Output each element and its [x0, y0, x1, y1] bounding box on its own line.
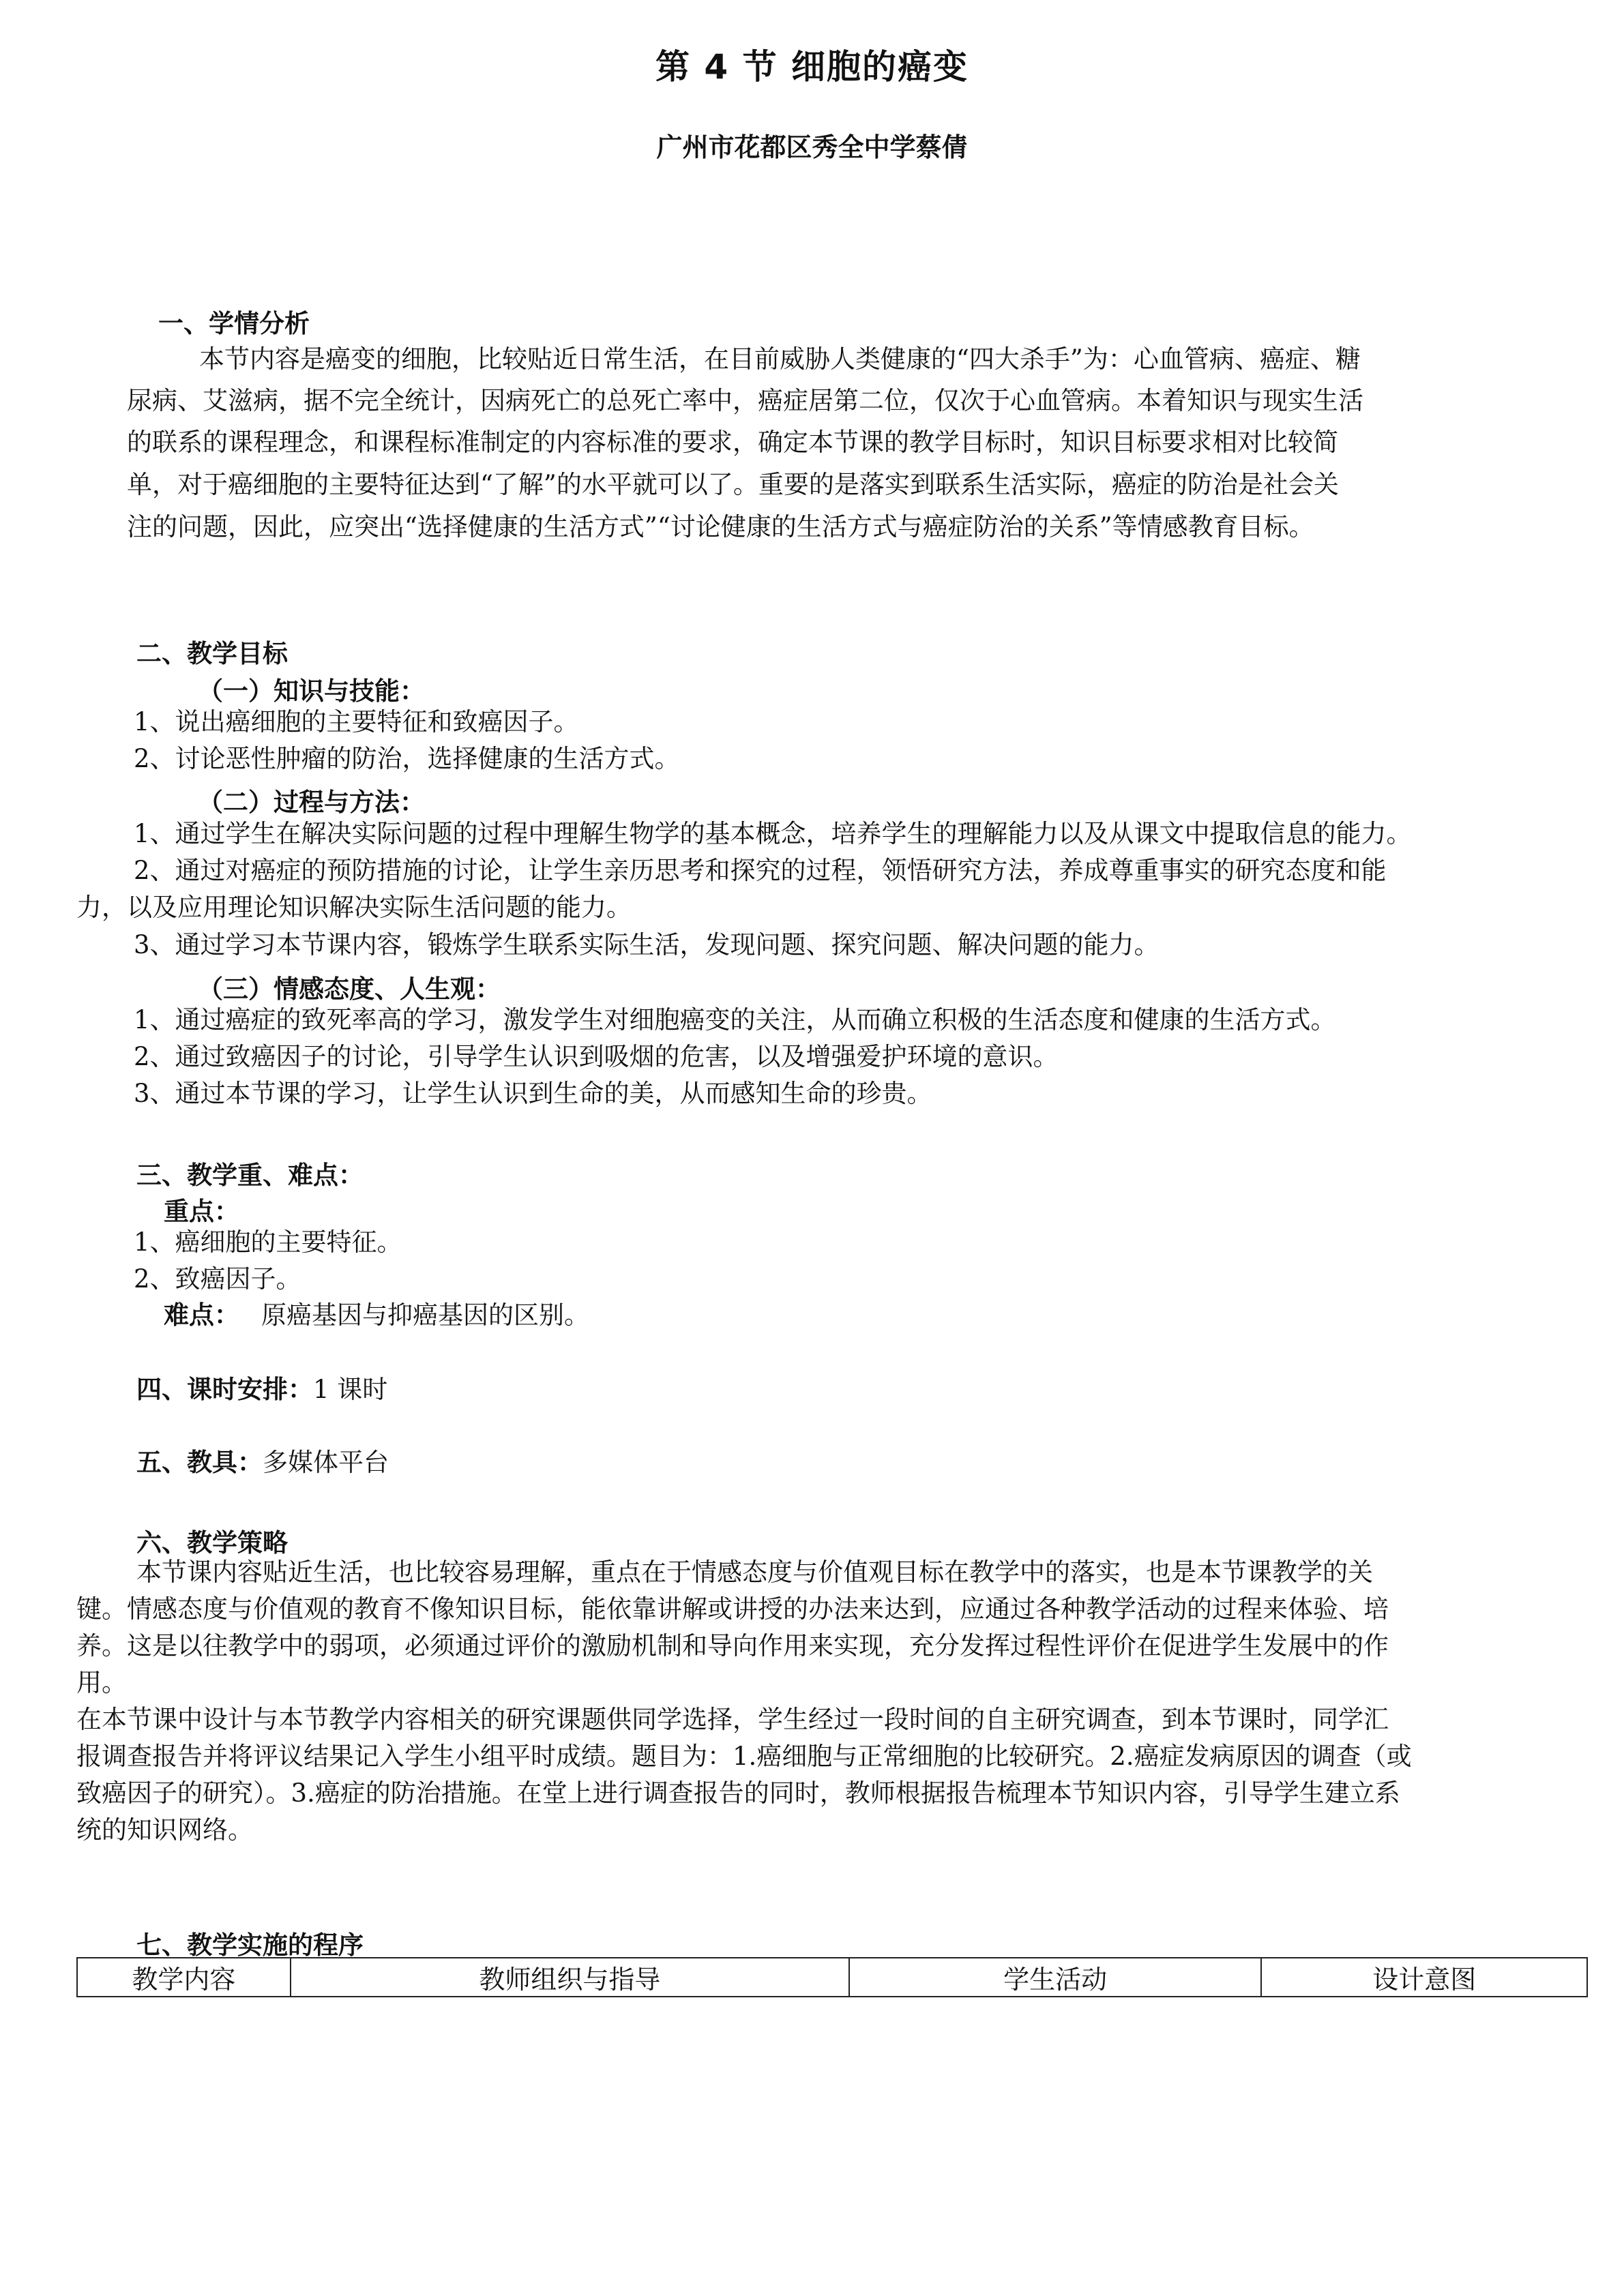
s6-p2-line-1: 在本节课中设计与本节教学内容相关的研究课题供同学选择，学生经过一段时间的自主研究调查，到本节课时，同学汇	[76, 1705, 1389, 1734]
section-4-value: 1 课时	[313, 1375, 388, 1404]
section-6-heading: 六、教学策略	[136, 1528, 288, 1557]
s3-diff-label: 难点：	[164, 1300, 239, 1330]
s2-sub3-heading: （三）情感态度、人生观：	[198, 974, 501, 1004]
s6-p1-line-3: 养。这是以往教学中的弱项，必须通过评价的激励机制和导向作用来实现，充分发挥过程性评价在促进学生发展中的作	[76, 1631, 1389, 1660]
section-4-heading: 四、课时安排：	[136, 1375, 313, 1404]
s6-p2-line-2: 报调查报告并将评议结果记入学生小组平时成绩。题目为：1.癌细胞与正常细胞的比较研究。2.癌症发病原因的调查（或	[76, 1742, 1412, 1771]
section-4	[136, 1377, 387, 1402]
s3-diff-text: 原癌基因与抑癌基因的区别。	[261, 1300, 589, 1330]
column-header-content: 教学内容	[77, 1958, 291, 1997]
s6-p2-line-4: 统的知识网络。	[76, 1815, 253, 1845]
s1-line-2: 尿病、艾滋病，据不完全统计，因病死亡的总死亡率中，癌症居第二位，仅次于心血管病。本着知识与现实生活	[127, 386, 1363, 415]
document-author: 广州市花都区秀全中学蔡倩	[656, 132, 968, 162]
s3-key-item-2: 2、致癌因子。	[134, 1264, 301, 1294]
s2-sub1-item-2: 2、讨论恶性肿瘤的防治，选择健康的生活方式。	[134, 744, 680, 773]
s3-difficulty	[164, 1302, 589, 1328]
s1-line-1: 本节内容是癌变的细胞，比较贴近日常生活，在目前威胁人类健康的“四大杀手”为：心血管病、癌症、糖	[199, 344, 1361, 374]
s2-sub2-heading: （二）过程与方法：	[198, 788, 425, 817]
s6-p2-line-3: 致癌因子的研究）。3.癌症的防治措施。在堂上进行调查报告的同时，教师根据报告梳理本节知识内容，引导学生建立系	[76, 1778, 1400, 1808]
s3-key-label: 重点：	[164, 1197, 239, 1226]
document-title: 第 4 节 细胞的癌变	[655, 47, 969, 87]
column-header-intent: 设计意图	[1261, 1958, 1587, 1997]
s6-p1-line-4: 用。	[76, 1668, 127, 1697]
section-3-heading: 三、教学重、难点：	[136, 1161, 364, 1190]
s1-line-3: 的联系的课程理念，和课程标准制定的内容标准的要求，确定本节课的教学目标时，知识目标要求相对比较简	[127, 428, 1338, 457]
section-5-value: 多媒体平台	[263, 1448, 389, 1477]
section-2-heading: 二、教学目标	[136, 639, 288, 668]
s2-sub2-item-2: 2、通过对癌症的预防措施的讨论，让学生亲历思考和探究的过程，领悟研究方法，养成尊重事实的研究态度和能	[134, 856, 1387, 885]
table-header-row	[77, 1958, 1587, 1997]
s2-sub3-item-2: 2、通过致癌因子的讨论，引导学生认识到吸烟的危害，以及增强爱护环境的意识。	[134, 1042, 1059, 1071]
s6-p1-line-1: 本节课内容贴近生活，也比较容易理解，重点在于情感态度与价值观目标在教学中的落实，也是本节课教学的关	[136, 1557, 1373, 1587]
s2-sub3-item-3: 3、通过本节课的学习，让学生认识到生命的美，从而感知生命的珍贵。	[134, 1079, 932, 1108]
section-7-heading: 七、教学实施的程序	[136, 1930, 364, 1960]
s2-sub1-item-1: 1、说出癌细胞的主要特征和致癌因子。	[134, 707, 579, 736]
section-5	[136, 1450, 389, 1475]
s2-sub2-item-3: 3、通过学习本节课内容，锻炼学生联系实际生活，发现问题、探究问题、解决问题的能力。	[134, 930, 1160, 959]
s2-sub3-item-1: 1、通过癌症的致死率高的学习，激发学生对细胞癌变的关注，从而确立积极的生活态度和健康的生活方式。	[134, 1005, 1336, 1034]
procedure-table	[76, 1957, 1588, 1997]
s6-p1-line-2: 键。情感态度与价值观的教育不像知识目标，能依靠讲解或讲授的办法来达到，应通过各种教学活动的过程来体验、培	[76, 1594, 1389, 1624]
column-header-teacher: 教师组织与指导	[291, 1958, 849, 1997]
column-header-student: 学生活动	[849, 1958, 1261, 1997]
s1-line-4: 单，对于癌细胞的主要特征达到“了解”的水平就可以了。重要的是落实到联系生活实际，癌症的防治是社会关	[127, 470, 1339, 499]
s3-key-item-1: 1、癌细胞的主要特征。	[134, 1227, 402, 1257]
s2-sub2-item-1: 1、通过学生在解决实际问题的过程中理解生物学的基本概念，培养学生的理解能力以及从课文中提取信息的能力。	[134, 819, 1412, 848]
s2-sub2-item-2-cont: 力，以及应用理论知识解决实际生活问题的能力。	[76, 893, 632, 922]
section-1-heading: 一、学情分析	[158, 309, 310, 338]
s1-line-5: 注的问题，因此，应突出“选择健康的生活方式”“讨论健康的生活方式与癌症防治的关系”等情感教育目标。	[127, 512, 1314, 541]
section-5-heading: 五、教具：	[136, 1448, 263, 1477]
s2-sub1-heading: （一）知识与技能：	[198, 676, 425, 706]
